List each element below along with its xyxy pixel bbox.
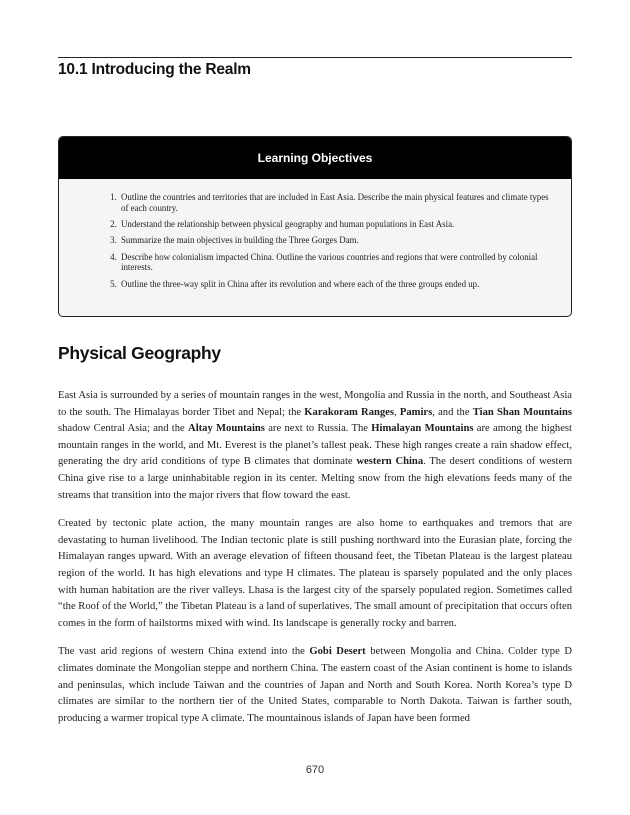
- objective-item: 1. Outline the countries and territories that are included in East Asia. Describe the main physical features and climate types of each country.: [119, 192, 557, 214]
- text-run: shadow Central Asia; and the: [58, 423, 189, 435]
- text-run: between Mongolia and China. Colder type D climates dominate the Mongolian steppe and northern China. The eastern coast of the Asian continent is home to islands and peninsulas, which include Taiwan and the countries of Japan and North and South Korea. North Korea’s type D climates are similar to the northern tier of the United States, comparable to North Dakota. Taiwan is farther south, producing a warmer tropical type A climate. The mountainous islands of Japan have been formed: [58, 646, 572, 724]
- text-run: are next to Russia. The: [264, 423, 372, 435]
- paragraph-1: [58, 388, 572, 504]
- text-run: , and the: [432, 406, 473, 418]
- text-run: are among the highest mountain ranges in the world, and Mt. Everest is the planet’s tallest peak. These high ranges create a rain shadow effect, generating the dry arid conditions of type B climates that dominate: [58, 423, 572, 468]
- term-himalayan-mountains: Himalayan Mountains: [371, 423, 474, 435]
- paragraph-3: [58, 644, 572, 727]
- term-karakoram-ranges: Karakoram Ranges: [304, 406, 395, 418]
- term-pamirs: Pamirs: [399, 406, 433, 418]
- objective-item: 4. Describe how colonialism impacted China. Outline the various countries and regions that were controlled by colonial interests.: [119, 252, 557, 274]
- term-gobi-desert: Gobi Desert: [309, 646, 366, 658]
- paragraph-2: Created by tectonic plate action, the many mountain ranges are also home to earthquakes and tremors that are devastating to human livelihood. The Indian tectonic plate is still pushing northward into the Eurasian plate, forcing the Himalayan ranges upward. With an average elevation of fifteen thousand feet, the Tibetan Plateau is the largest plateau region of the world. It has high elevations and type H climates. The plateau is sparsely populated and the only places with human habitation are the river valleys. Lhasa is the largest city of the sparsely populated region. Sometimes called “the Roof of the World,” the Tibetan Plateau is a land of superlatives. The small amount of precipitation that occurs often comes in the form of hailstorms mixed with wind. Its landscape is generally rocky and barren.: [58, 518, 572, 629]
- learning-objectives-list: [59, 192, 571, 290]
- text-run: ,: [394, 406, 400, 418]
- objective-item: 5. Outline the three-way split in China after its revolution and where each of the three groups ended up.: [119, 279, 557, 290]
- objective-item: 2. Understand the relationship between physical geography and human populations in East Asia.: [119, 219, 557, 230]
- learning-objectives-header: Learning Objectives: [59, 137, 571, 179]
- physical-geography-heading: Physical Geography: [58, 343, 221, 363]
- section-title: 10.1 Introducing the Realm: [58, 61, 251, 78]
- text-run: The vast arid regions of western China extend into the: [58, 646, 310, 658]
- term-altay-mountains: Altay Mountains: [188, 423, 265, 435]
- text-run: . The desert conditions of western China give rise to a large uninhabitable region in its center. Melting snow from the high elevations feeds many of the streams that transition into the major rivers that flow toward the east.: [58, 456, 573, 501]
- page-number: 670: [305, 764, 325, 776]
- term-western-china: western China: [356, 456, 424, 468]
- body-text: [58, 388, 572, 739]
- term-tian-shan-mountains: Tian Shan Mountains: [472, 406, 572, 418]
- top-rule: [58, 57, 572, 58]
- text-run: East Asia is surrounded by a series of mountain ranges in the west, Mongolia and Russia in the north, and Southeast Asia to the south. The Himalayas border Tibet and Nepal; the: [58, 390, 572, 418]
- learning-objectives-box: [58, 136, 572, 317]
- objective-item: 3. Summarize the main objectives in building the Three Gorges Dam.: [119, 235, 557, 246]
